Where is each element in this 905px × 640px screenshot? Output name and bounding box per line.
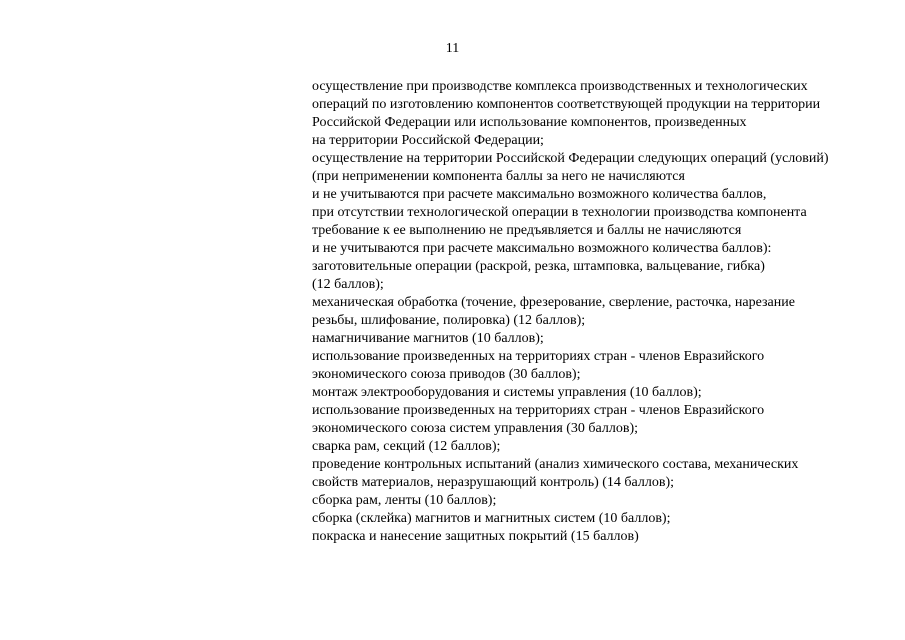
text-line: заготовительные операции (раскрой, резка, штамповка, вальцевание, гибка)	[312, 259, 765, 274]
text-line: требование к ее выполнению не предъявляется и баллы не начисляются	[312, 223, 742, 238]
text-line: (при неприменении компонента баллы за него не начисляются	[312, 169, 685, 184]
page-number: 11	[445, 41, 460, 56]
text-line: осуществление на территории Российской Федерации следующих операций (условий)	[312, 151, 829, 166]
text-line: сборка рам, ленты (10 баллов);	[312, 493, 497, 508]
text-line: Российской Федерации или использование компонентов, произведенных	[312, 115, 747, 130]
text-line: и не учитываются при расчете максимально возможного количества баллов,	[312, 187, 767, 202]
text-line: на территории Российской Федерации;	[312, 133, 544, 148]
text-line: экономического союза приводов (30 баллов);	[312, 367, 581, 382]
text-line: намагничивание магнитов (10 баллов);	[312, 331, 544, 346]
text-line: механическая обработка (точение, фрезерование, сверление, расточка, нарезание	[312, 295, 795, 310]
text-line: проведение контрольных испытаний (анализ химического состава, механических	[312, 457, 799, 472]
text-line: сварка рам, секций (12 баллов);	[312, 439, 501, 454]
text-line: монтаж электрооборудования и системы управления (10 баллов);	[312, 385, 702, 400]
text-line: при отсутствии технологической операции в технологии производства компонента	[312, 205, 807, 220]
text-line: использование произведенных на территориях стран - членов Евразийского	[312, 403, 765, 418]
text-line: использование произведенных на территориях стран - членов Евразийского	[312, 349, 765, 364]
body-text	[312, 78, 882, 546]
text-line: резьбы, шлифование, полировка) (12 баллов);	[312, 313, 586, 328]
text-line: свойств материалов, неразрушающий контроль) (14 баллов);	[312, 475, 674, 490]
text-line: (12 баллов);	[312, 277, 384, 292]
text-line: экономического союза систем управления (30 баллов);	[312, 421, 639, 436]
text-line: операций по изготовлению компонентов соответствующей продукции на территории	[312, 97, 821, 112]
text-line: покраска и нанесение защитных покрытий (15 баллов)	[312, 529, 639, 544]
text-line: и не учитываются при расчете максимально возможного количества баллов):	[312, 241, 772, 256]
text-line: сборка (склейка) магнитов и магнитных систем (10 баллов);	[312, 511, 671, 526]
text-line: осуществление при производстве комплекса производственных и технологических	[312, 79, 808, 94]
